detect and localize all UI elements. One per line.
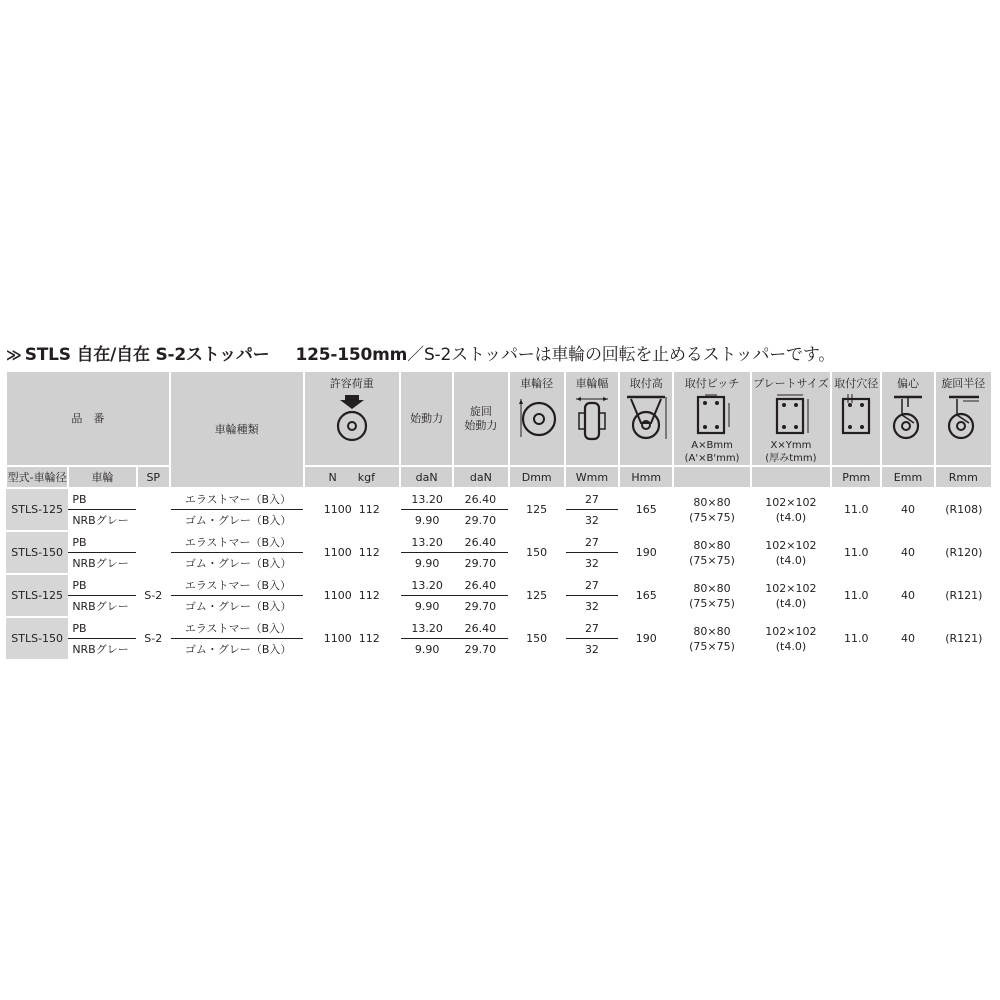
header-load-units: N kgf [304,466,400,488]
header-radius-unit: Rmm [935,466,992,488]
wheel-cell: PB [68,531,136,553]
load-cell: 1100 112 [304,531,400,574]
pitch-cell: 80×80 (75×75) [673,531,750,574]
header-wheel: 車輪 [68,466,136,488]
diameter-cell: 125 [509,574,565,617]
width-cell: 27 [565,617,619,639]
offset-cell: 40 [881,617,934,660]
table-row [6,488,992,510]
width-cell: 32 [565,510,619,532]
swivel-force-cell: 29.70 [453,510,508,532]
radius-cell: (R121) [935,574,992,617]
header-swivel-force: 旋回 始動力 [453,372,508,466]
load-cell: 1100 112 [304,617,400,660]
height-cell: 165 [619,574,673,617]
table-row [6,574,992,596]
wheel-width-icon [572,393,612,441]
diameter-cell: 150 [509,617,565,660]
header-plate-size: プレートサイズ X×Ymm (厚みtmm) [751,372,831,466]
load-arrow-wheel-icon [332,393,372,443]
pitch-cell: 80×80 (75×75) [673,488,750,531]
header-width: 車輪幅 [565,372,619,466]
sp-cell [137,531,170,574]
header-width-unit: Wmm [565,466,619,488]
table-row [6,617,992,639]
load-cell: 1100 112 [304,488,400,531]
width-cell: 32 [565,596,619,618]
header-diameter: 車輪径 [509,372,565,466]
wheel-type-cell: ゴム・グレー（B入） [170,510,304,532]
wheel-type-cell: ゴム・グレー（B入） [170,639,304,661]
spec-table [5,372,993,661]
start-force-cell: 13.20 [400,617,453,639]
header-load: 許容荷重 [304,372,400,466]
diameter-cell: 150 [509,531,565,574]
swivel-force-cell: 26.40 [453,531,508,553]
swivel-force-cell: 29.70 [453,639,508,661]
offset-icon [888,393,928,441]
radius-cell: (R108) [935,488,992,531]
start-force-cell: 13.20 [400,488,453,510]
width-cell: 27 [565,574,619,596]
wheel-cell: NRBグレー [68,553,136,575]
double-chevron-icon: ≫ [6,346,19,364]
height-cell: 190 [619,617,673,660]
diameter-cell: 125 [509,488,565,531]
mount-height-icon [624,393,668,441]
radius-cell: (R120) [935,531,992,574]
model-cell: STLS-125 [6,574,68,617]
swivel-force-cell: 26.40 [453,617,508,639]
wheel-type-cell: エラストマー（B入） [170,574,304,596]
start-force-cell: 9.90 [400,510,453,532]
wheel-type-cell: エラストマー（B入） [170,617,304,639]
header-hole: 取付穴径 [831,372,881,466]
wheel-type-cell: エラストマー（B入） [170,488,304,510]
sp-cell [137,488,170,531]
header-start-unit: daN [400,466,453,488]
hole-cell: 11.0 [831,574,881,617]
model-cell: STLS-150 [6,531,68,574]
wheel-type-cell: ゴム・グレー（B入） [170,553,304,575]
wheel-type-cell: ゴム・グレー（B入） [170,596,304,618]
title-description: ／S-2ストッパーは車輪の回転を止めるストッパーです。 [407,345,836,365]
offset-cell: 40 [881,531,934,574]
sp-cell: S-2 [137,574,170,617]
mount-pitch-icon [690,393,734,437]
start-force-cell: 9.90 [400,639,453,661]
height-cell: 190 [619,531,673,574]
header-hole-unit: Pmm [831,466,881,488]
load-cell: 1100 112 [304,574,400,617]
sp-cell: S-2 [137,617,170,660]
header-item: 品 番 [6,372,170,466]
width-cell: 27 [565,488,619,510]
pitch-cell: 80×80 (75×75) [673,574,750,617]
pitch-cell: 80×80 (75×75) [673,617,750,660]
plate-cell: 102×102 (t4.0) [751,531,831,574]
offset-cell: 40 [881,574,934,617]
swivel-force-cell: 29.70 [453,553,508,575]
plate-size-icon [769,393,813,437]
title-series: STLS 自在/自在 S-2ストッパー [24,345,270,365]
plate-cell: 102×102 (t4.0) [751,617,831,660]
header-offset-unit: Emm [881,466,934,488]
width-cell: 32 [565,639,619,661]
radius-cell: (R121) [935,617,992,660]
wheel-cell: NRBグレー [68,639,136,661]
title-size: 125-150mm [295,345,408,365]
header-swivel-unit: daN [453,466,508,488]
swivel-force-cell: 29.70 [453,596,508,618]
header-height: 取付高 [619,372,673,466]
page-title [6,340,996,366]
swivel-radius-icon [943,393,983,441]
wheel-type-cell: エラストマー（B入） [170,531,304,553]
height-cell: 165 [619,488,673,531]
header-pitch: 取付ピッチ A×Bmm (A'×B'mm) [673,372,750,466]
header-offset: 偏心 [881,372,934,466]
header-dia-unit: Dmm [509,466,565,488]
model-cell: STLS-150 [6,617,68,660]
header-model: 型式-車輪径 [6,466,68,488]
wheel-cell: NRBグレー [68,510,136,532]
swivel-force-cell: 26.40 [453,574,508,596]
hole-cell: 11.0 [831,617,881,660]
start-force-cell: 9.90 [400,596,453,618]
header-start-force: 始動力 [400,372,453,466]
table-row [6,531,992,553]
offset-cell: 40 [881,488,934,531]
swivel-force-cell: 26.40 [453,488,508,510]
width-cell: 32 [565,553,619,575]
wheel-cell: PB [68,617,136,639]
width-cell: 27 [565,531,619,553]
wheel-diameter-icon [517,393,557,441]
plate-cell: 102×102 (t4.0) [751,488,831,531]
header-sp: SP [137,466,170,488]
header-height-unit: Hmm [619,466,673,488]
hole-cell: 11.0 [831,531,881,574]
wheel-cell: PB [68,488,136,510]
mount-hole-icon [838,393,874,437]
wheel-cell: PB [68,574,136,596]
start-force-cell: 13.20 [400,531,453,553]
start-force-cell: 13.20 [400,574,453,596]
plate-cell: 102×102 (t4.0) [751,574,831,617]
header-wheel-type: 車輪種類 [170,372,304,488]
wheel-cell: NRBグレー [68,596,136,618]
model-cell: STLS-125 [6,488,68,531]
hole-cell: 11.0 [831,488,881,531]
start-force-cell: 9.90 [400,553,453,575]
header-radius: 旋回半径 [935,372,992,466]
